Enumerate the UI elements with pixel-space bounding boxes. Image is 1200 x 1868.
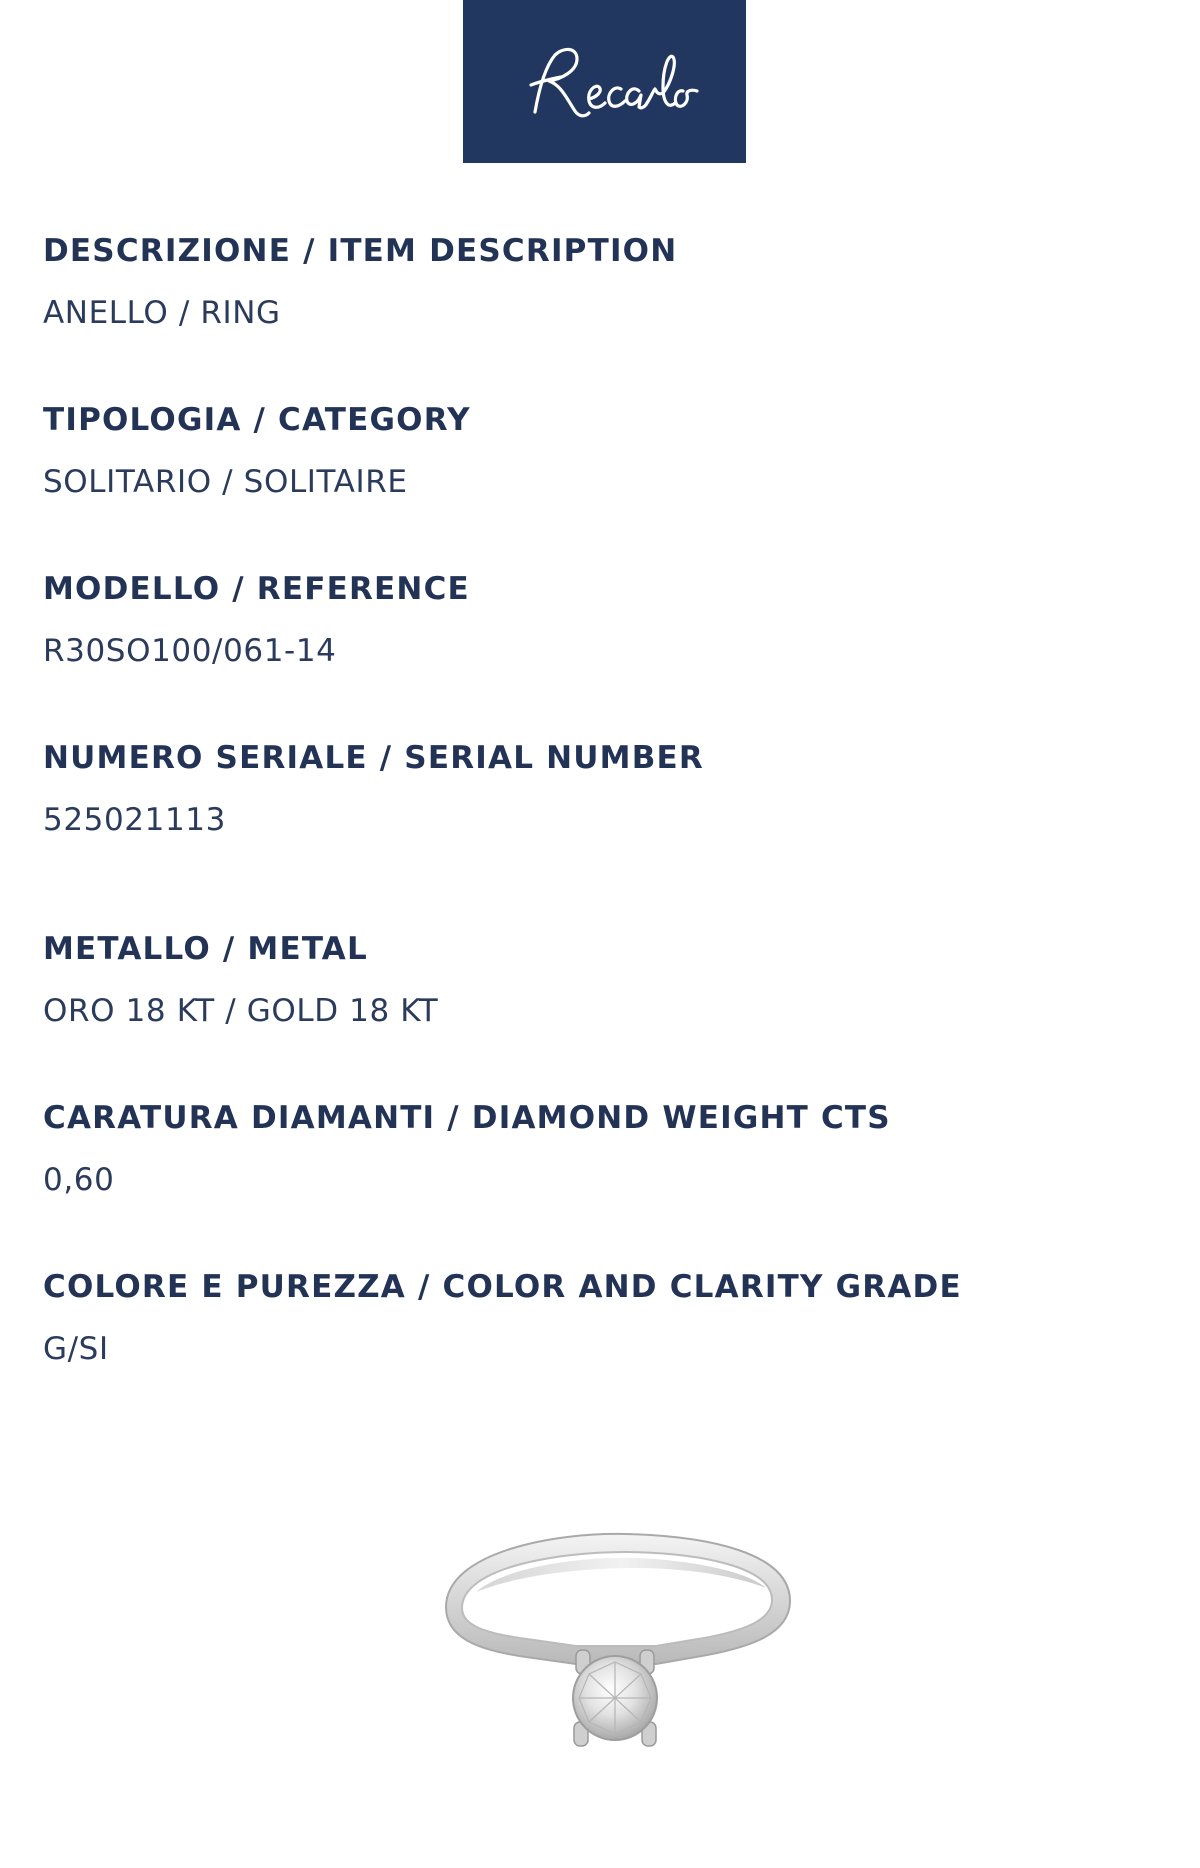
spec-label: CARATURA DIAMANTI / DIAMOND WEIGHT CTS: [43, 1100, 891, 1136]
spec-label: DESCRIZIONE / ITEM DESCRIPTION: [43, 233, 678, 269]
spec-label: TIPOLOGIA / CATEGORY: [43, 402, 471, 438]
spec-label: COLORE E PUREZZA / COLOR AND CLARITY GRADE: [43, 1269, 962, 1305]
spec-value: SOLITARIO / SOLITAIRE: [43, 464, 408, 500]
product-image: [436, 1522, 796, 1762]
solitaire-ring-image: [436, 1522, 796, 1762]
spec-value: ANELLO / RING: [43, 295, 281, 331]
recarlo-logo-icon: [505, 27, 705, 137]
spec-label: NUMERO SERIALE / SERIAL NUMBER: [43, 740, 704, 776]
spec-value: G/SI: [43, 1331, 109, 1367]
spec-label: METALLO / METAL: [43, 931, 368, 967]
spec-value: 525021113: [43, 802, 226, 838]
spec-label: MODELLO / REFERENCE: [43, 571, 470, 607]
brand-logo: [463, 0, 746, 163]
spec-value: ORO 18 KT / GOLD 18 KT: [43, 993, 439, 1029]
spec-value: 0,60: [43, 1162, 115, 1198]
spec-value: R30SO100/061-14: [43, 633, 337, 669]
